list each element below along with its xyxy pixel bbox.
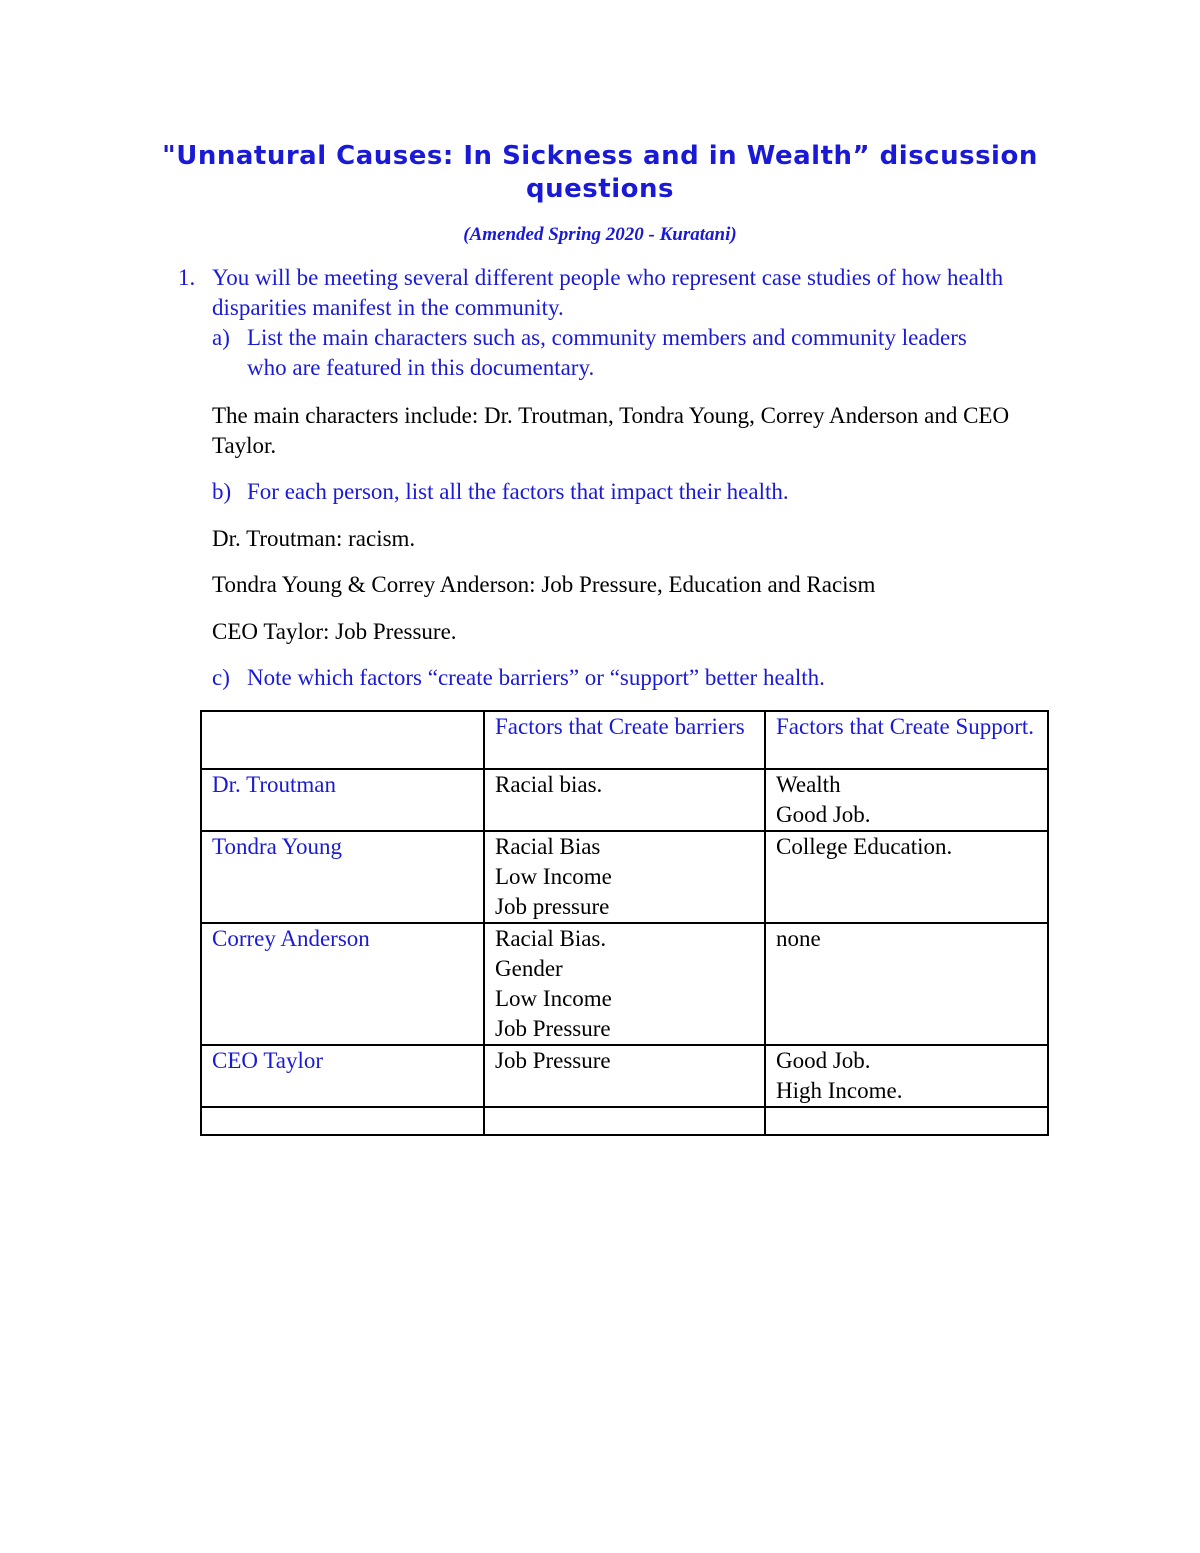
table-empty-cell	[765, 1107, 1048, 1135]
barrier-item: Racial Bias	[495, 834, 601, 859]
support-item: College Education.	[776, 834, 953, 859]
table-empty-cell	[201, 1107, 484, 1135]
barrier-item: Low Income	[495, 864, 612, 889]
barrier-item: Job pressure	[495, 894, 610, 919]
barrier-item: Racial bias.	[495, 772, 603, 797]
table-support-cell	[765, 923, 1048, 1045]
table-support-cell	[765, 769, 1048, 831]
table-barriers-cell	[484, 831, 765, 923]
answer-1b-line: Dr. Troutman: racism.	[212, 526, 416, 551]
table-barriers-cell	[484, 923, 765, 1045]
document-subtitle: (Amended Spring 2020 - Kuratani)	[463, 224, 737, 245]
question-1-number: 1.	[178, 265, 196, 290]
table-header-cell	[201, 711, 484, 769]
table-row	[201, 769, 1048, 831]
barrier-item: Job Pressure	[495, 1016, 611, 1041]
question-1b-text: For each person, list all the factors that impact their health.	[247, 479, 789, 504]
table-barriers-cell	[484, 769, 765, 831]
table-person-cell: Dr. Troutman	[201, 769, 484, 831]
table-header-row	[201, 711, 1048, 769]
table-empty-cell	[484, 1107, 765, 1135]
question-1c-text: Note which factors “create barriers” or “support” better health.	[247, 665, 825, 690]
table-person-cell: Correy Anderson	[201, 923, 484, 1045]
document-title: "Unnatural Causes: In Sickness and in Wealth” discussion questions	[162, 141, 1038, 204]
support-item: High Income.	[776, 1078, 903, 1103]
factors-table	[200, 710, 1049, 1136]
table-support-cell	[765, 1045, 1048, 1107]
barrier-item: Racial Bias.	[495, 926, 607, 951]
table-person-cell: CEO Taylor	[201, 1045, 484, 1107]
table-person-cell: Tondra Young	[201, 831, 484, 923]
table-support-cell	[765, 831, 1048, 923]
answer-1b-line: Tondra Young & Correy Anderson: Job Pressure, Education and Racism	[212, 572, 876, 597]
table-barriers-cell	[484, 1045, 765, 1107]
question-1-text: You will be meeting several different people who represent case studies of how health disparities manifest in the community.	[212, 265, 1004, 320]
support-item: none	[776, 926, 821, 951]
support-item: Wealth	[776, 772, 841, 797]
table-row-empty	[201, 1107, 1048, 1135]
support-item: Good Job.	[776, 802, 871, 827]
table-header-cell: Factors that Create barriers	[484, 711, 765, 769]
answer-1b-line: CEO Taylor: Job Pressure.	[212, 619, 457, 644]
table-row	[201, 831, 1048, 923]
answer-1a: The main characters include: Dr. Troutman, Tondra Young, Correy Anderson and CEO Taylor.	[212, 403, 1010, 458]
question-1b-label: b)	[212, 479, 232, 504]
support-item: Good Job.	[776, 1048, 871, 1073]
table-row	[201, 923, 1048, 1045]
table-header-cell: Factors that Create Support.	[765, 711, 1048, 769]
question-1a-label: a)	[212, 325, 230, 350]
barrier-item: Low Income	[495, 986, 612, 1011]
barrier-item: Gender	[495, 956, 563, 981]
question-1a-text: List the main characters such as, community members and community leaders who are featured in this documentary.	[247, 325, 967, 380]
barrier-item: Job Pressure	[495, 1048, 611, 1073]
table-row	[201, 1045, 1048, 1107]
question-1c-label: c)	[212, 665, 230, 690]
